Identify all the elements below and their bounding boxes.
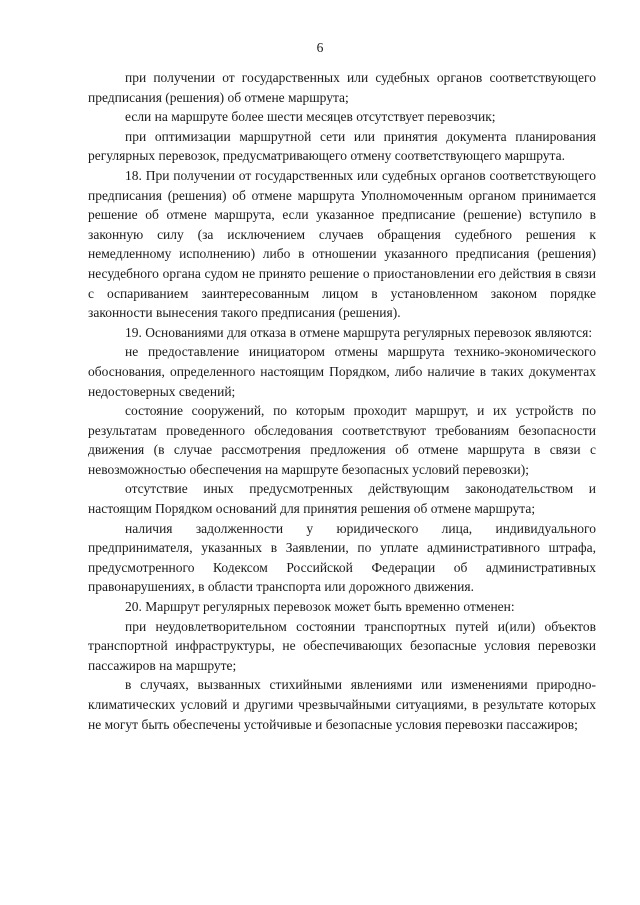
- paragraph-7: состояние сооружений, по которым проходит маршрут, и их устройств по результатам проведенного обследования соответствуют требованиям безопасности движения (в случае рассмотрения предложения об отмене маршрута в связи с невозможностью обеспечения на маршруте безопасных условий перевозки);: [88, 403, 596, 477]
- paragraph-11: при неудовлетворительном состоянии транспортных путей и(или) объектов транспортной инфраструктуры, не обеспечивающих безопасные условия перевозки пассажиров на маршруте;: [88, 618, 596, 673]
- paragraph-4: 18. При получении от государственных или судебных органов соответствующего предписания (решения) об отмене маршрута Уполномоченным органом принимается решение об отмене маршрута, если указанное предписание (решение) вступило в законную силу (за исключением случаев обращения судебного решения к немедленному исполнению) либо в отношении указанного предписания (решения) несудебного органа судом не принято решение о приостановлении его действия в связи с оспариванием заинтересованным лицом в установленном законом порядке законности вынесения такого предписания (решения).: [88, 167, 596, 321]
- page-number: 6: [316, 40, 324, 55]
- document-body: [88, 68, 596, 734]
- paragraph-10: 20. Маршрут регулярных перевозок может быть временно отменен:: [125, 599, 515, 615]
- paragraph-6: не предоставление инициатором отмены маршрута технико-экономического обоснования, определенного настоящим Порядком, либо наличие в таких документах недостоверных сведений;: [88, 344, 596, 399]
- paragraph-3: при оптимизации маршрутной сети или принятия документа планирования регулярных перевозок, предусматривающего отмену соответствующего маршрута.: [88, 128, 596, 164]
- paragraph-5: 19. Основаниями для отказа в отмене маршрута регулярных перевозок являются:: [125, 324, 593, 340]
- paragraph-8: отсутствие иных предусмотренных действующим законодательством и настоящим Порядком оснований для принятия решения об отмене маршрута;: [88, 481, 596, 517]
- paragraph-12: в случаях, вызванных стихийными явлениями или изменениями природно-климатических условий и другими чрезвычайными ситуациями, в результате которых не могут быть обеспечены устойчивые и безопасные условия перевозки пассажиров;: [88, 677, 596, 732]
- paragraph-1: при получении от государственных или судебных органов соответствующего предписания (решения) об отмене маршрута;: [88, 70, 596, 105]
- paragraph-9: наличия задолженности у юридического лица, индивидуального предпринимателя, указанных в Заявлении, по уплате административного штрафа, предусмотренного Кодексом Российской Федерации об административных правонарушениях, в области транспорта или дорожного движения.: [88, 520, 596, 595]
- paragraph-2: если на маршруте более шести месяцев отсутствует перевозчик;: [125, 109, 496, 125]
